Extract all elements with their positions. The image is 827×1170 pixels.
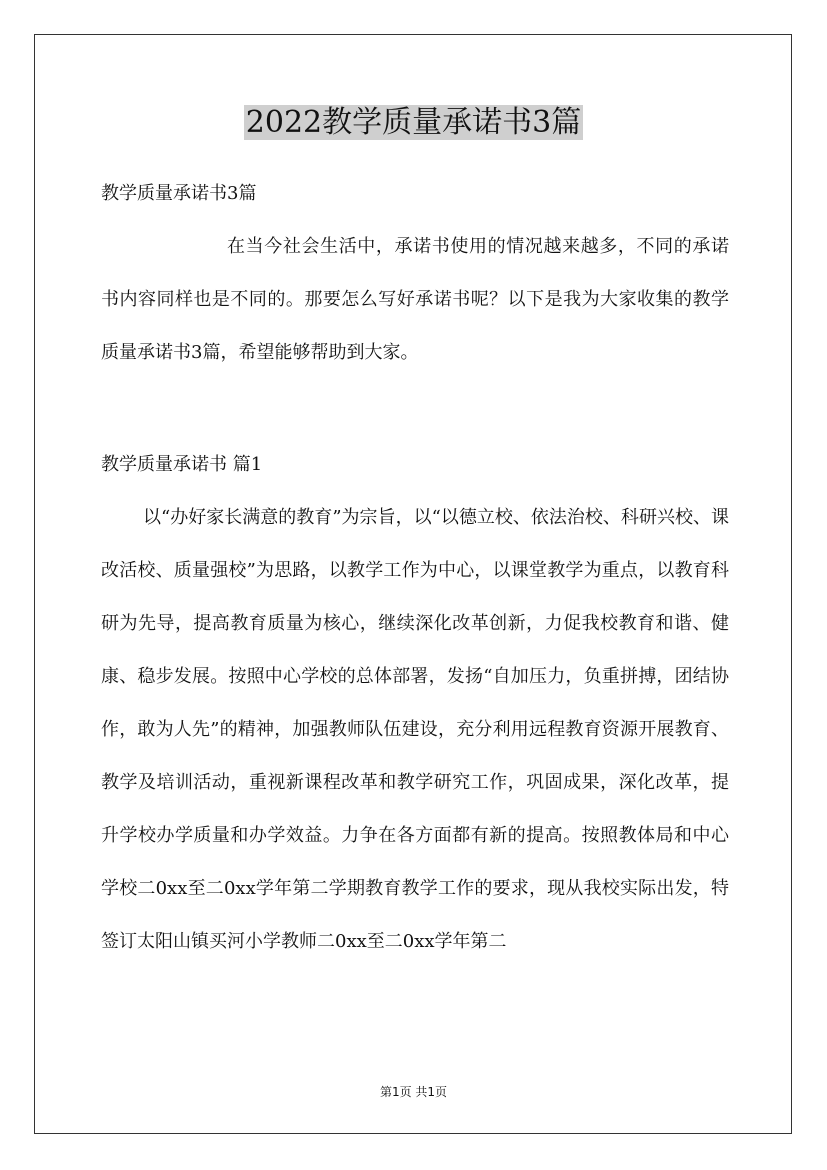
intro-paragraph: 在当今社会生活中，承诺书使用的情况越来越多，不同的承诺书内容同样也是不同的。那要怎么写好承诺书呢？以下是我为大家收集的教学质量承诺书3篇，希望能够帮助到大家。 [101,236,729,363]
document-title [0,102,827,144]
document-subtitle: 教学质量承诺书3篇 [101,183,257,204]
section-heading: 教学质量承诺书 篇1 [101,454,263,475]
page-footer: 第1页 共1页 [379,1085,448,1099]
section-paragraph: 以“办好家长满意的教育”为宗旨，以“以德立校、依法治校、科研兴校、课改活校、质量强校”为思路，以教学工作为中心，以课堂教学为重点，以教育科研为先导，提高教育质量为核心，继续深化改革创新，力促我校教育和谐、健康、稳步发展。按照中心学校的总体部署，发扬“自加压力，负重拼搏，团结协作，敢为人先”的精神，加强教师队伍建设，充分利用远程教育资源开展教育、教学及培训活动，重视新课程改革和教学研究工作，巩固成果，深化改革，提升学校办学质量和办学效益。力争在各方面都有新的提高。按照教体局和中心学校二0xx至二0xx学年第二学期教育教学工作的要求，现从我校实际出发，特签订太阳山镇买河小学教师二0xx至二0xx学年第二 [101,507,729,952]
document-title-text: 2022教学质量承诺书3篇 [245,105,582,140]
